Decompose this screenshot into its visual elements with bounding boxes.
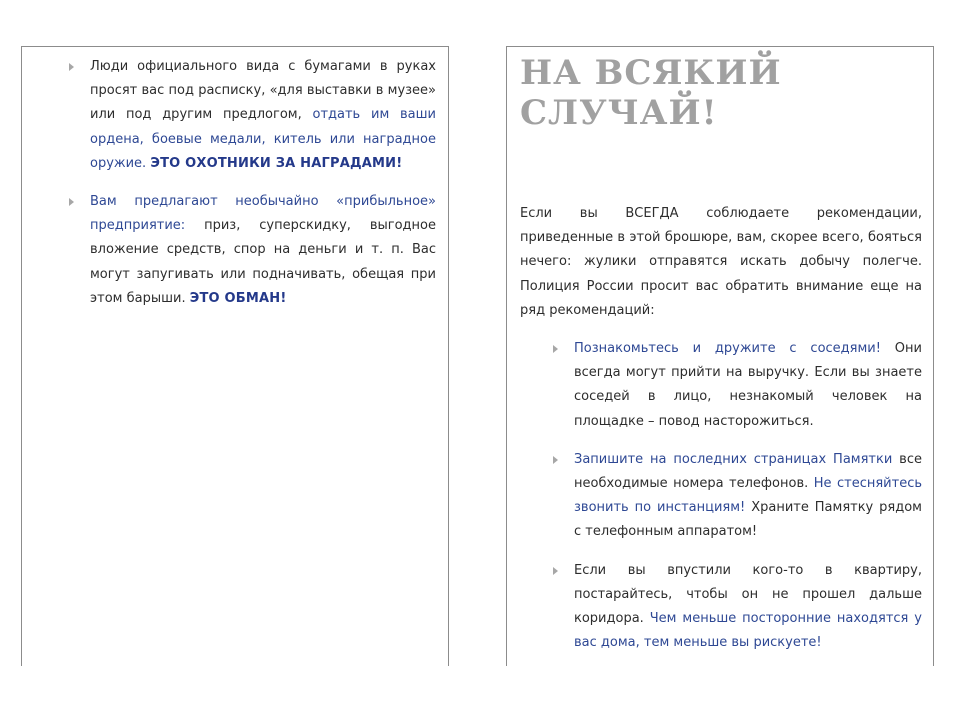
bullet-highlight: Не стесняйтесь звонить по инстанциям! bbox=[574, 476, 922, 516]
bullet-arrow-icon bbox=[553, 567, 558, 575]
bullet-highlight: Вам предлагают необычайно «прибыльное» предприятие: bbox=[90, 194, 436, 234]
bullet-text: приз, суперскидку, выгодное вложение средств, спор на деньги и т. п. Вас могут запугивать или подначивать, обещая при этом барыши. bbox=[90, 218, 436, 306]
bullet-arrow-icon bbox=[553, 456, 558, 464]
bullet-highlight: Чем меньше посторонние находятся у вас дома, тем меньше вы рискуете! bbox=[574, 611, 922, 651]
list-item bbox=[552, 559, 922, 656]
left-bullet-list bbox=[68, 55, 436, 325]
title-line-2: СЛУЧАЙ! bbox=[520, 93, 718, 133]
bullet-text: все необходимые номера телефонов. bbox=[574, 451, 922, 492]
bullet-arrow-icon bbox=[553, 345, 558, 353]
bullet-highlight: отдать им ваши ордена, боевые медали, китель или наградное оружие. bbox=[90, 107, 436, 171]
list-item bbox=[68, 190, 436, 311]
list-item bbox=[552, 337, 922, 434]
bullet-text: Храните Памятку рядом с телефонным аппаратом! bbox=[574, 500, 922, 540]
bullet-text: Люди официального вида с бумагами в руках просят вас под расписку, «для выставки в музее» или под другим предлогом, bbox=[90, 59, 436, 123]
bullet-emphasis: ЭТО ОБМАН! bbox=[189, 290, 287, 306]
bullet-arrow-icon bbox=[69, 63, 74, 71]
right-bullet-list bbox=[552, 337, 922, 666]
bullet-highlight: Познакомьтесь и дружите с соседями! bbox=[574, 341, 881, 356]
bullet-text: Они всегда могут прийти на выручку. Если вы знаете соседей в лицо, незнакомый человек на площадке – повод насторожиться. bbox=[574, 341, 922, 429]
list-item bbox=[552, 448, 922, 545]
list-item bbox=[68, 55, 436, 176]
bullet-emphasis: ЭТО ОХОТНИКИ ЗА НАГРАДАМИ! bbox=[150, 155, 403, 171]
bullet-arrow-icon bbox=[69, 198, 74, 206]
title-line-1: НА ВСЯКИЙ bbox=[520, 53, 782, 93]
intro-paragraph: Если вы ВСЕГДА соблюдаете рекомендации, приведенные в этой брошюре, вам, скорее всего, бояться нечего: жулики отправятся искать добычу полегче. Полиция России просит вас обратить внимание еще на ряд рекомендаций: bbox=[520, 206, 922, 318]
page-title bbox=[520, 53, 782, 133]
bullet-text: Если вы впустили кого-то в квартиру, постарайтесь, чтобы он не прошел дальше коридора. bbox=[574, 562, 922, 627]
left-page bbox=[21, 46, 449, 666]
bullet-highlight: Запишите на последних страницах Памятки bbox=[574, 451, 893, 467]
right-page bbox=[506, 46, 934, 666]
